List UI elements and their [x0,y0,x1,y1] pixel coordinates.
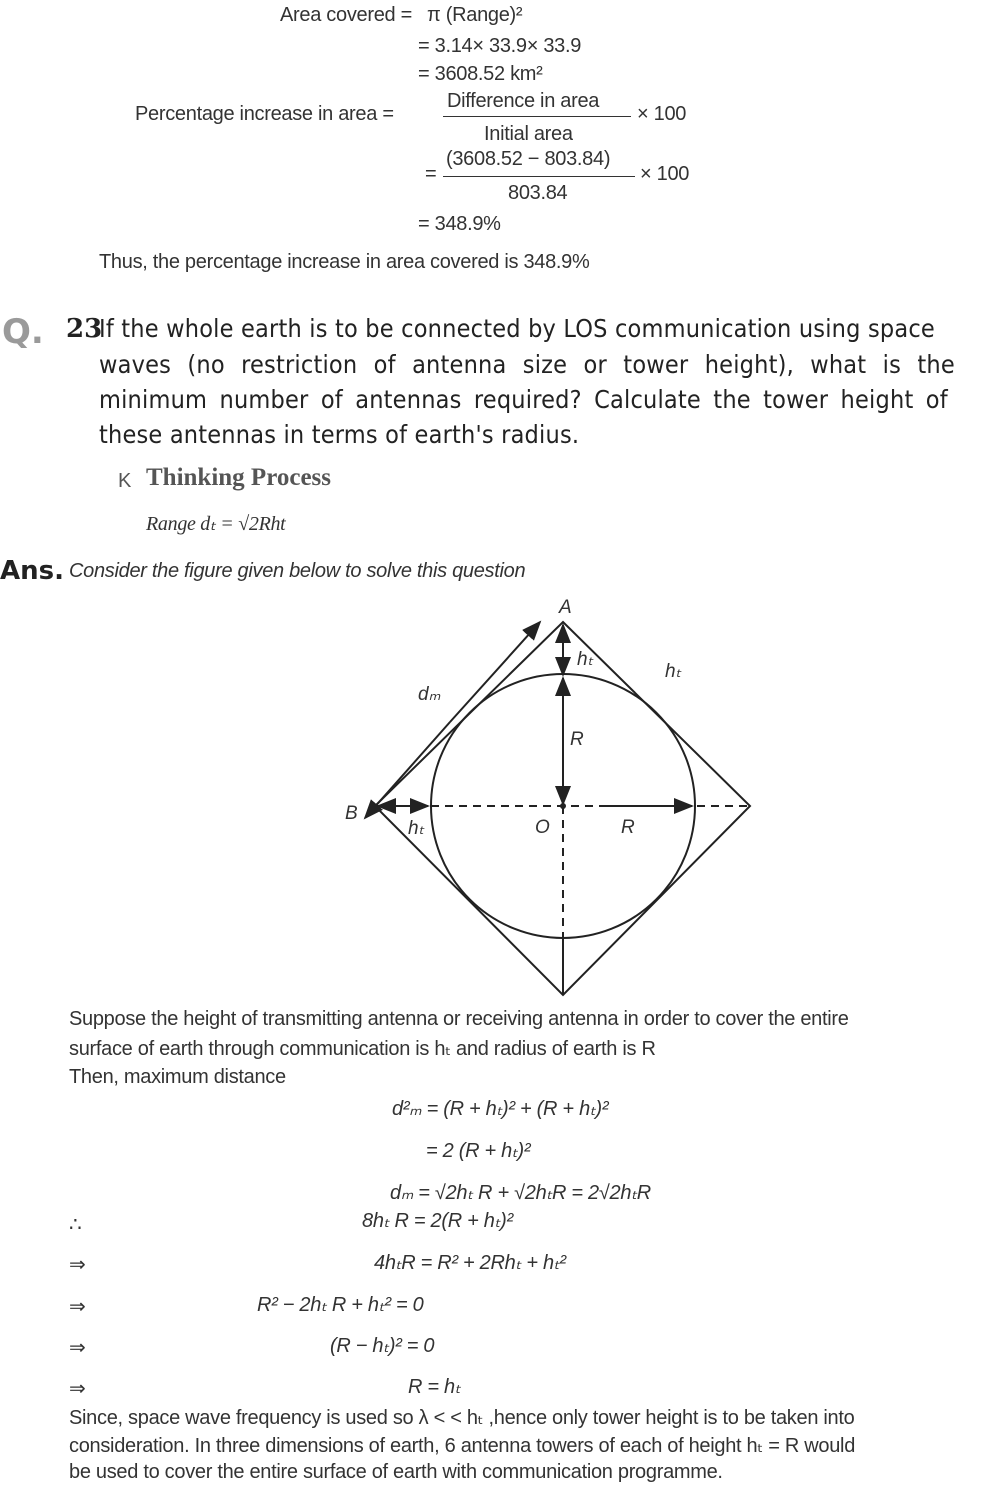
label-b: B [345,803,358,824]
answer-conclusion: consideration. In three dimensions of earth, 6 antenna towers of each of height hₜ = R would [69,1435,856,1457]
area-step-2: = 3.14× 33.9× 33.9 [418,35,582,57]
pct-denominator: Initial area [484,123,573,145]
pct-label: Percentage increase in area = [135,103,394,125]
equation: (R − hₜ)² = 0 [330,1335,435,1357]
answer-paragraph: Then, maximum distance [69,1066,286,1088]
question-mark-icon: Q. [2,312,44,352]
equation: R = hₜ [408,1376,461,1398]
implies-symbol: ⇒ [69,1296,86,1318]
conclusion-text: Thus, the percentage increase in area covered is 348.9% [99,251,590,273]
label-ht: hₜ [577,649,594,670]
pct-numerator: Difference in area [447,90,600,112]
area-step-3: = 3608.52 km² [418,63,543,85]
equation: 8hₜ R = 2(R + hₜ)² [362,1210,513,1232]
question-line: these antennas in terms of earth's radius. [99,420,580,449]
therefore-symbol: ∴ [69,1214,82,1236]
label-r: R [570,729,584,750]
implies-symbol: ⇒ [69,1337,86,1359]
implies-symbol: ⇒ [69,1378,86,1400]
equation: d²ₘ = (R + hₜ)² + (R + hₜ)² [392,1098,609,1120]
dm-arrow [450,622,540,722]
label-r: R [621,817,635,838]
answer-paragraph: surface of earth through communication is hₜ and radius of earth is R [69,1038,656,1060]
answer-label: Ans. [0,556,64,586]
eq-sign: = [425,163,437,185]
answer-paragraph: Suppose the height of transmitting antenna or receiving antenna in order to cover the entire [69,1008,849,1030]
answer-conclusion: be used to cover the entire surface of earth with communication programme. [69,1461,723,1483]
equation: 4hₜR = R² + 2Rhₜ + hₜ² [374,1252,566,1274]
answer-conclusion: Since, space wave frequency is used so λ < < hₜ ,hence only tower height is to be taken into [69,1407,855,1429]
times-100: × 100 [637,103,687,125]
thinking-formula: Range dₜ = √2Rht [146,513,286,535]
answer-intro: Consider the figure given below to solve this question [69,560,526,582]
label-dm: dₘ [418,684,441,705]
bullet-icon: K [118,470,132,492]
label-ht: hₜ [408,818,425,839]
pct-result: = 348.9% [418,213,501,235]
equation: R² − 2hₜ R + hₜ² = 0 [257,1294,424,1316]
area-label: Area covered = [280,4,412,26]
label-a: A [559,597,572,618]
equation: dₘ = √2hₜ R + √2hₜR = 2√2hₜR [390,1182,651,1204]
thinking-title: Thinking Process [146,464,331,491]
dm-arrow [365,722,450,818]
label-ht: hₜ [665,661,682,682]
times-100: × 100 [640,163,690,185]
diff-denominator: 803.84 [508,182,568,204]
equation: = 2 (R + hₜ)² [426,1140,531,1162]
area-formula: π (Range)² [427,4,523,26]
question-line: If the whole earth is to be connected by LOS communication using space [99,314,935,343]
question-number: 23 [66,314,103,344]
label-o: O [535,817,550,838]
question-line: waves (no restriction of antenna size or tower height), what is the [99,350,955,379]
question-line: minimum number of antennas required? Calculate the tower height of [99,385,948,414]
diff-numerator: (3608.52 − 803.84) [446,148,611,170]
implies-symbol: ⇒ [69,1254,86,1276]
